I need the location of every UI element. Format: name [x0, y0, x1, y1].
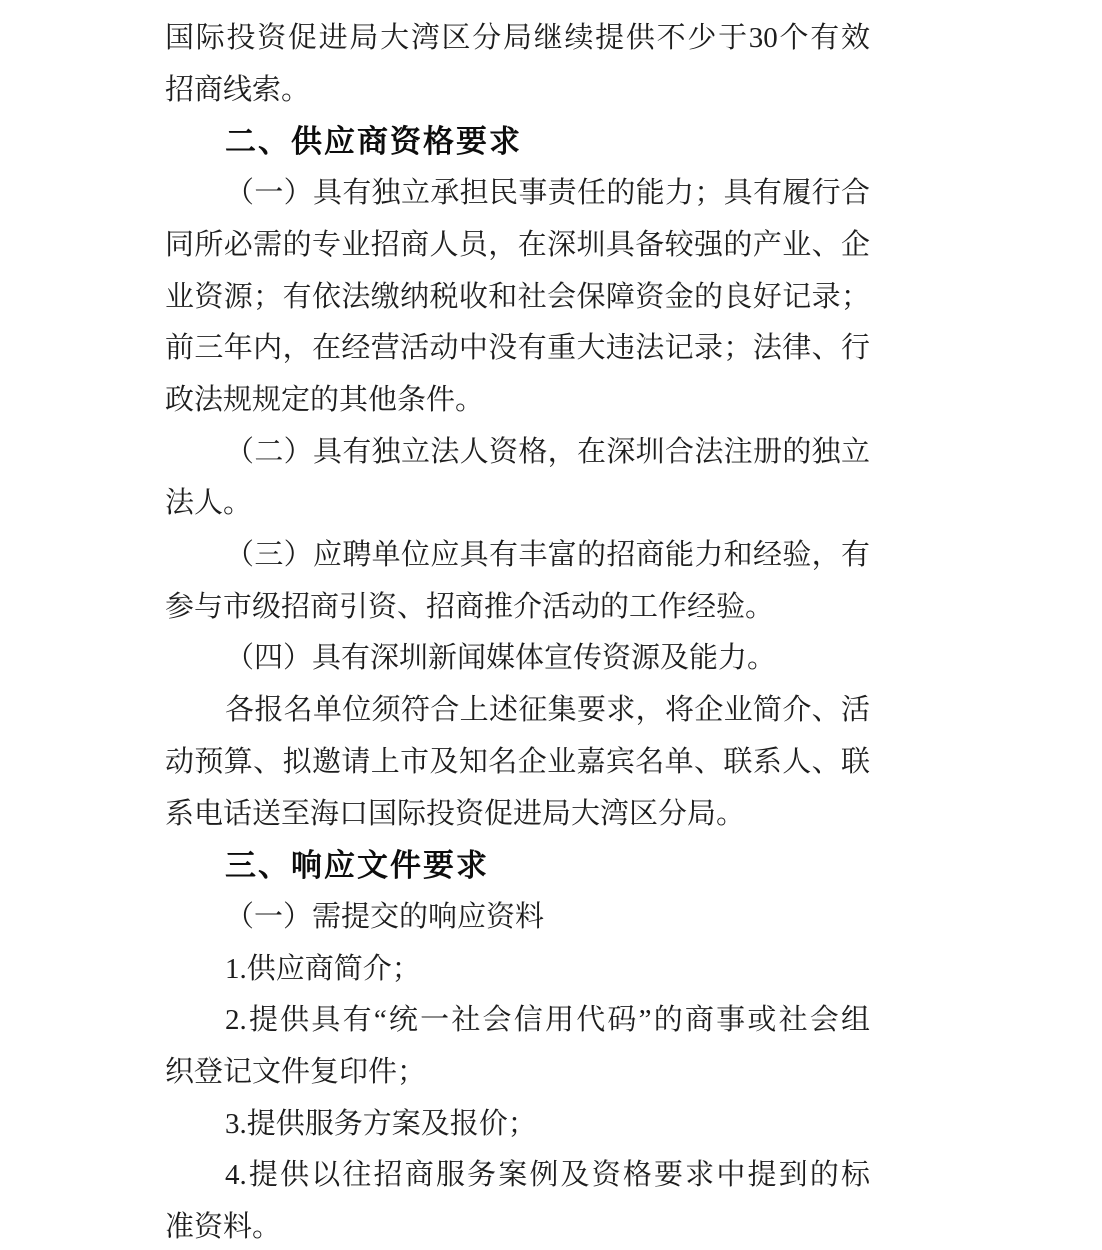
text-line: 参与市级招商引资、招商推介活动的工作经验。: [165, 590, 775, 623]
text-line: 各报名单位须符合上述征集要求，将企业简介、活: [225, 694, 870, 727]
text-line: （一）需提交的响应资料: [225, 900, 545, 933]
text-line: （四）具有深圳新闻媒体宣传资源及能力。: [225, 642, 777, 675]
body-paragraph: [165, 685, 870, 840]
text-line: （三）应聘单位应具有丰富的招商能力和经验，有: [225, 539, 870, 572]
body-paragraph: [165, 1099, 870, 1151]
section-heading: 二、供应商资格要求: [225, 124, 522, 160]
body-paragraph: [165, 995, 870, 1098]
body-paragraph: [165, 168, 870, 427]
text-line: 1.供应商简介；: [225, 952, 421, 985]
body-paragraph: [165, 13, 870, 116]
body-paragraph: [165, 427, 870, 530]
text-line: 2.提供具有“统一社会信用代码”的商事或社会组: [225, 1004, 870, 1037]
text-line: 前三年内，在经营活动中没有重大违法记录；法律、行: [165, 332, 870, 365]
text-line: 动预算、拟邀请上市及知名企业嘉宾名单、联系人、联: [165, 745, 870, 778]
text-line: 法人。: [165, 487, 253, 520]
section-paragraph: [165, 116, 870, 168]
body-paragraph: [165, 530, 870, 633]
text-line: 准资料。: [165, 1211, 282, 1244]
text-line: （一）具有独立承担民事责任的能力；具有履行合: [225, 177, 870, 210]
text-line: 4.提供以往招商服务案例及资格要求中提到的标: [225, 1159, 870, 1192]
text-line: 3.提供服务方案及报价；: [225, 1107, 537, 1140]
section-paragraph: [165, 840, 870, 892]
body-paragraph: [165, 1150, 870, 1250]
text-line: 国际投资促进局大湾区分局继续提供不少于30个有效: [165, 22, 870, 54]
text-line: 织登记文件复印件；: [165, 1056, 427, 1089]
text-line: 系电话送至海口国际投资促进局大湾区分局。: [165, 797, 746, 830]
text-line: 政法规规定的其他条件。: [165, 383, 485, 416]
text-line: 招商线索。: [165, 73, 311, 106]
body-paragraph: [165, 633, 870, 685]
body-paragraph: [165, 892, 870, 944]
text-line: 业资源；有依法缴纳税收和社会保障资金的良好记录；: [165, 280, 870, 313]
document-content: [165, 13, 870, 1250]
section-heading: 三、响应文件要求: [225, 848, 489, 884]
text-line: （二）具有独立法人资格，在深圳合法注册的独立: [225, 435, 870, 468]
body-paragraph: [165, 944, 870, 996]
text-line: 同所必需的专业招商人员，在深圳具备较强的产业、企: [165, 228, 870, 261]
